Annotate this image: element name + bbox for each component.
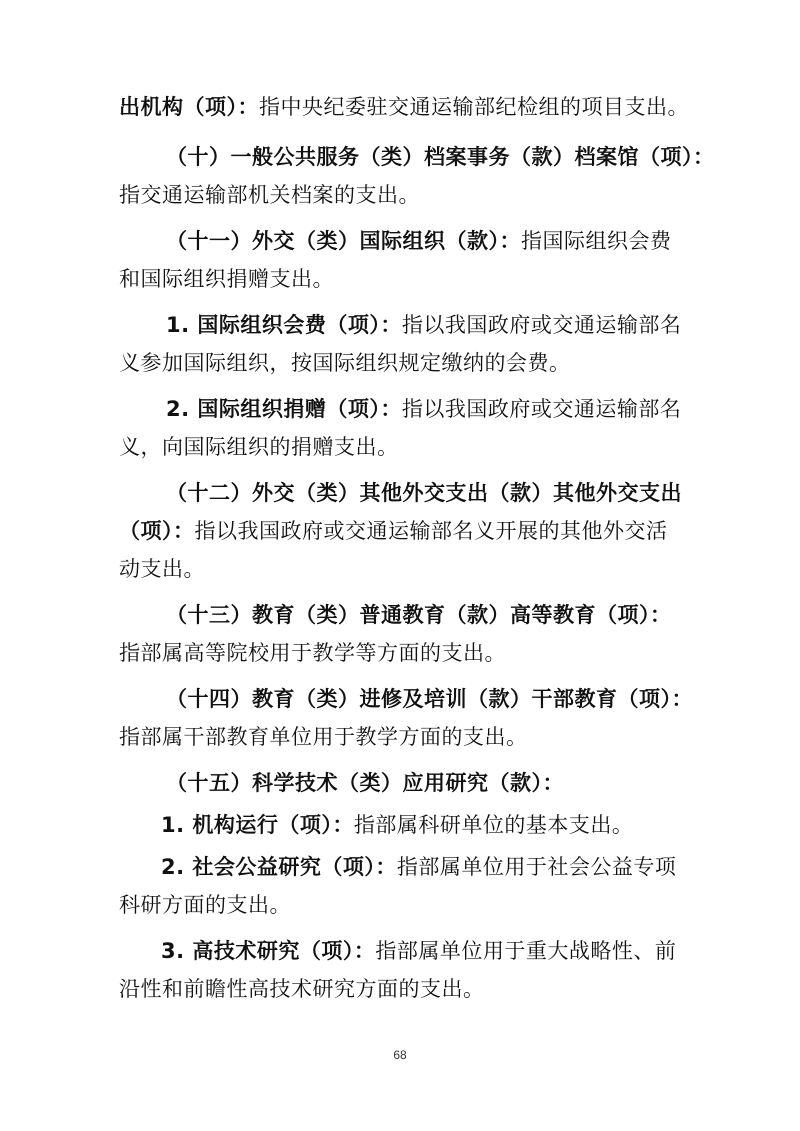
- text-line: [166, 768, 564, 798]
- body-text: 沿性和前瞻性高技术研究方面的支出。: [119, 977, 485, 1001]
- bold-heading: 2. 国际组织捐赠（项）：: [166, 397, 402, 421]
- bold-heading: 1. 机构运行（项）：: [161, 813, 354, 837]
- text-line: [119, 722, 528, 752]
- bold-heading: （十四）教育（类）进修及培训（款）干部教育（项）：: [166, 687, 693, 711]
- text-line: [119, 554, 205, 584]
- body-text: 指国际组织会费: [521, 229, 672, 253]
- body-text: 指部属单位用于重大战略性、前: [375, 939, 677, 963]
- bold-heading: 2. 社会公益研究（项）：: [161, 855, 397, 879]
- body-text: 指部属高等院校用于教学等方面的支出。: [119, 641, 506, 665]
- bold-heading: （十一）外交（类）国际组织（款）：: [166, 229, 521, 253]
- text-line: [166, 684, 693, 714]
- text-line: [119, 638, 506, 668]
- text-line: [166, 142, 715, 172]
- text-line: [119, 348, 571, 378]
- bold-heading: 1. 国际组织会费（项）：: [166, 313, 402, 337]
- bold-heading: （十三）教育（类）普通教育（款）高等教育（项）：: [166, 603, 672, 627]
- text-line: [119, 264, 334, 294]
- body-text: 指部属科研单位的基本支出。: [353, 813, 634, 837]
- text-line: [161, 810, 633, 840]
- body-text: 指以我国政府或交通运输部名: [401, 313, 682, 337]
- body-text: 义参加国际组织，按国际组织规定缴纳的会费。: [119, 351, 571, 375]
- body-text: 指部属干部教育单位用于教学方面的支出。: [119, 725, 528, 749]
- text-line: [119, 890, 291, 920]
- body-text: 指以我国政府或交通运输部名: [401, 397, 682, 421]
- bold-heading: 3. 高技术研究（项）：: [161, 939, 376, 963]
- body-text: 指交通运输部机关档案的支出。: [119, 183, 420, 207]
- body-text: 动支出。: [119, 557, 205, 581]
- text-line: [166, 394, 681, 424]
- text-line: [166, 226, 672, 256]
- text-line: [166, 310, 681, 340]
- bold-heading: （十二）外交（类）其他外交支出（款）其他外交支出: [166, 481, 682, 505]
- bold-heading: 出机构（项）：: [119, 95, 259, 119]
- text-line: [119, 974, 485, 1004]
- body-text: 义，向国际组织的捐赠支出。: [119, 435, 399, 459]
- text-line: [166, 478, 682, 508]
- text-line: [119, 516, 668, 546]
- page-number: 68: [393, 1048, 407, 1062]
- text-line: [166, 600, 672, 630]
- bold-heading: （十五）科学技术（类）应用研究（款）：: [166, 771, 564, 795]
- text-line: [119, 92, 689, 122]
- body-text: 和国际组织捐赠支出。: [119, 267, 334, 291]
- body-text: 指中央纪委驻交通运输部纪检组的项目支出。: [259, 95, 689, 119]
- body-text: 指部属单位用于社会公益专项: [396, 855, 677, 879]
- text-line: [119, 180, 420, 210]
- body-text: 指以我国政府或交通运输部名义开展的其他外交活: [194, 519, 668, 543]
- body-text: 科研方面的支出。: [119, 893, 291, 917]
- text-line: [161, 936, 676, 966]
- text-line: [161, 852, 676, 882]
- bold-heading: （项）：: [119, 519, 195, 543]
- text-line: [119, 432, 399, 462]
- bold-heading: （十）一般公共服务（类）档案事务（款）档案馆（项）：: [166, 145, 715, 169]
